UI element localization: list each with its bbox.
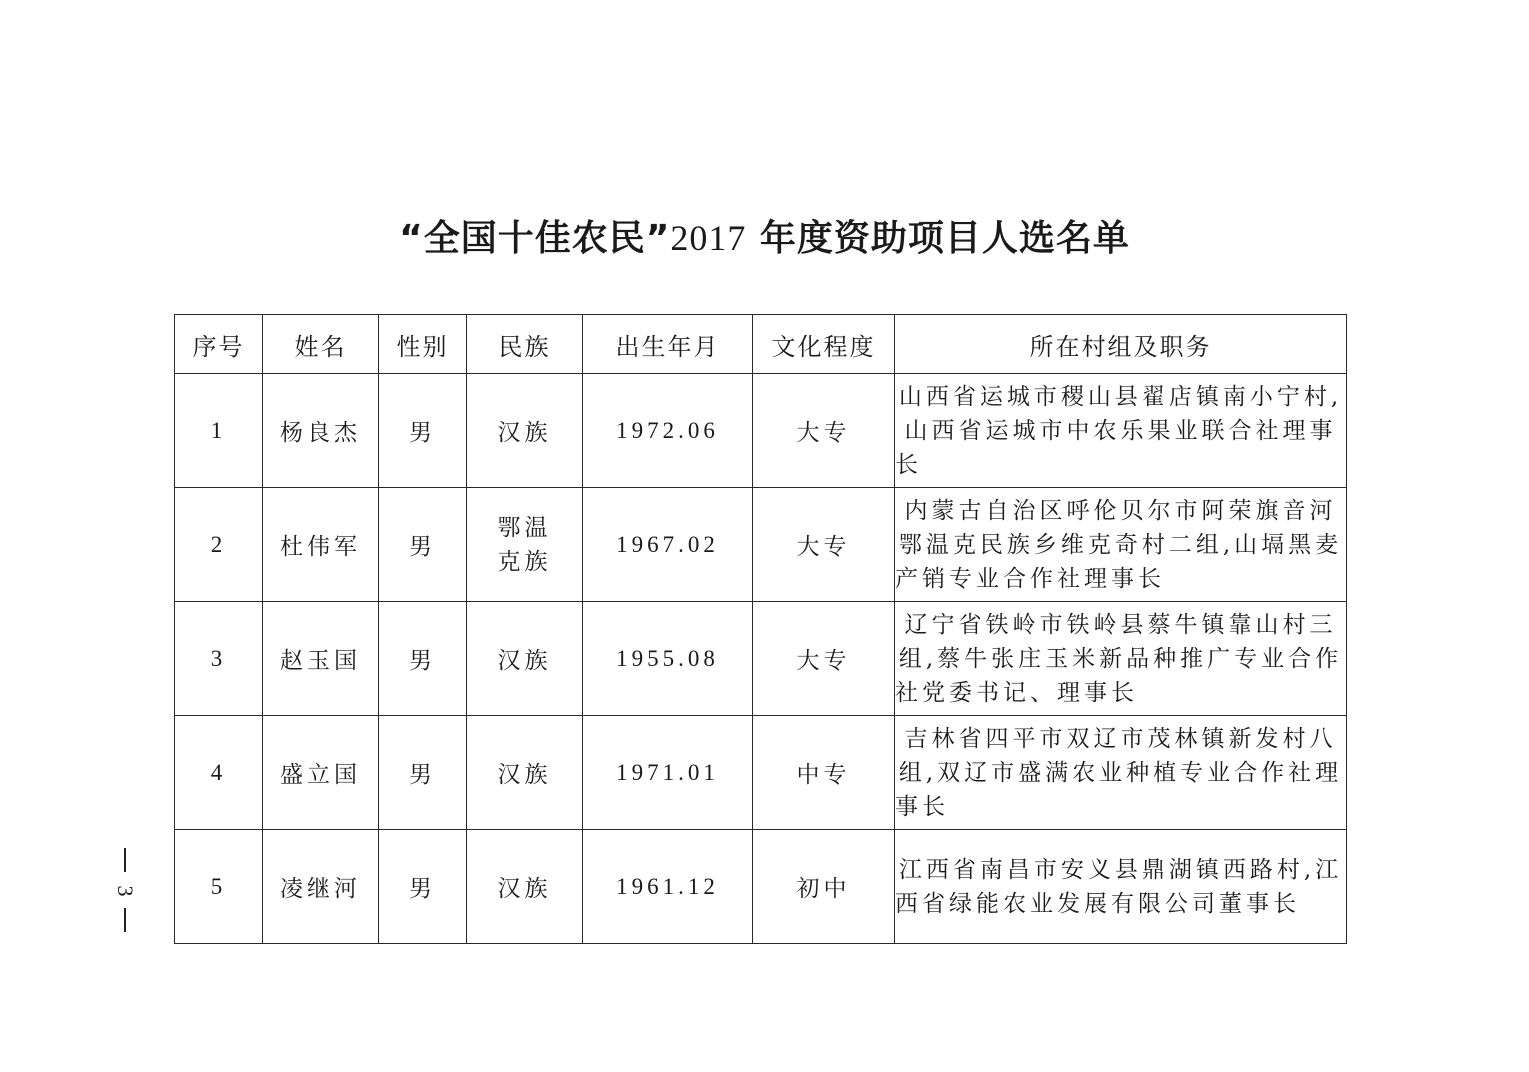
page-dash-bottom xyxy=(110,906,140,936)
cell-education: 初中 xyxy=(753,830,895,944)
cell-birth: 1971.01 xyxy=(583,716,753,830)
header-gender: 性别 xyxy=(379,315,467,374)
cell-gender: 男 xyxy=(379,488,467,602)
cell-education: 中专 xyxy=(753,716,895,830)
cell-education: 大专 xyxy=(753,488,895,602)
cell-index: 2 xyxy=(175,488,263,602)
cell-birth: 1967.02 xyxy=(583,488,753,602)
cell-birth: 1961.12 xyxy=(583,830,753,944)
title-prefix: “全国十佳农民” xyxy=(399,218,671,259)
table-row xyxy=(175,716,1347,830)
cell-village: 辽宁省铁岭市铁岭县蔡牛镇靠山村三组,蔡牛张庄玉米新品种推广专业合作社党委书记、理事长 xyxy=(895,602,1347,716)
cell-ethnicity xyxy=(467,488,583,602)
header-education: 文化程度 xyxy=(753,315,895,374)
table-row xyxy=(175,602,1347,716)
ethnicity-line-1: 鄂温 xyxy=(497,514,552,541)
header-index: 序号 xyxy=(175,315,263,374)
cell-birth: 1955.08 xyxy=(583,602,753,716)
cell-gender: 男 xyxy=(379,374,467,488)
cell-gender: 男 xyxy=(379,830,467,944)
cell-gender: 男 xyxy=(379,716,467,830)
cell-ethnicity: 汉族 xyxy=(467,716,583,830)
page-number-marker xyxy=(110,846,140,936)
ethnicity-line-2: 克族 xyxy=(497,548,552,575)
cell-ethnicity: 汉族 xyxy=(467,830,583,944)
header-village: 所在村组及职务 xyxy=(895,315,1347,374)
cell-name: 盛立国 xyxy=(263,716,379,830)
header-name: 姓名 xyxy=(263,315,379,374)
cell-name: 凌继河 xyxy=(263,830,379,944)
table-row xyxy=(175,830,1347,944)
header-ethnicity: 民族 xyxy=(467,315,583,374)
cell-education: 大专 xyxy=(753,602,895,716)
cell-index: 4 xyxy=(175,716,263,830)
cell-village: 山西省运城市稷山县翟店镇南小宁村,山西省运城市中农乐果业联合社理事长 xyxy=(895,374,1347,488)
header-row xyxy=(175,315,1347,374)
cell-education: 大专 xyxy=(753,374,895,488)
cell-name: 杨良杰 xyxy=(263,374,379,488)
cell-ethnicity: 汉族 xyxy=(467,374,583,488)
cell-index: 1 xyxy=(175,374,263,488)
title-year: 2017 xyxy=(670,218,747,258)
document-title xyxy=(0,210,1529,261)
page-number: 3 xyxy=(113,885,138,897)
cell-name: 赵玉国 xyxy=(263,602,379,716)
title-suffix: 年度资助项目人选名单 xyxy=(746,218,1130,259)
header-birth: 出生年月 xyxy=(583,315,753,374)
cell-village: 江西省南昌市安义县鼎湖镇西路村,江西省绿能农业发展有限公司董事长 xyxy=(895,830,1347,944)
table-row xyxy=(175,488,1347,602)
cell-village: 内蒙古自治区呼伦贝尔市阿荣旗音河鄂温克民族乡维克奇村二组,山塥黑麦产销专业合作社理事长 xyxy=(895,488,1347,602)
cell-index: 5 xyxy=(175,830,263,944)
cell-village: 吉林省四平市双辽市茂林镇新发村八组,双辽市盛满农业种植专业合作社理事长 xyxy=(895,716,1347,830)
cell-birth: 1972.06 xyxy=(583,374,753,488)
cell-ethnicity: 汉族 xyxy=(467,602,583,716)
table-row xyxy=(175,374,1347,488)
cell-name: 杜伟军 xyxy=(263,488,379,602)
candidate-table xyxy=(174,314,1347,944)
cell-index: 3 xyxy=(175,602,263,716)
page-dash-top xyxy=(110,846,140,876)
cell-gender: 男 xyxy=(379,602,467,716)
